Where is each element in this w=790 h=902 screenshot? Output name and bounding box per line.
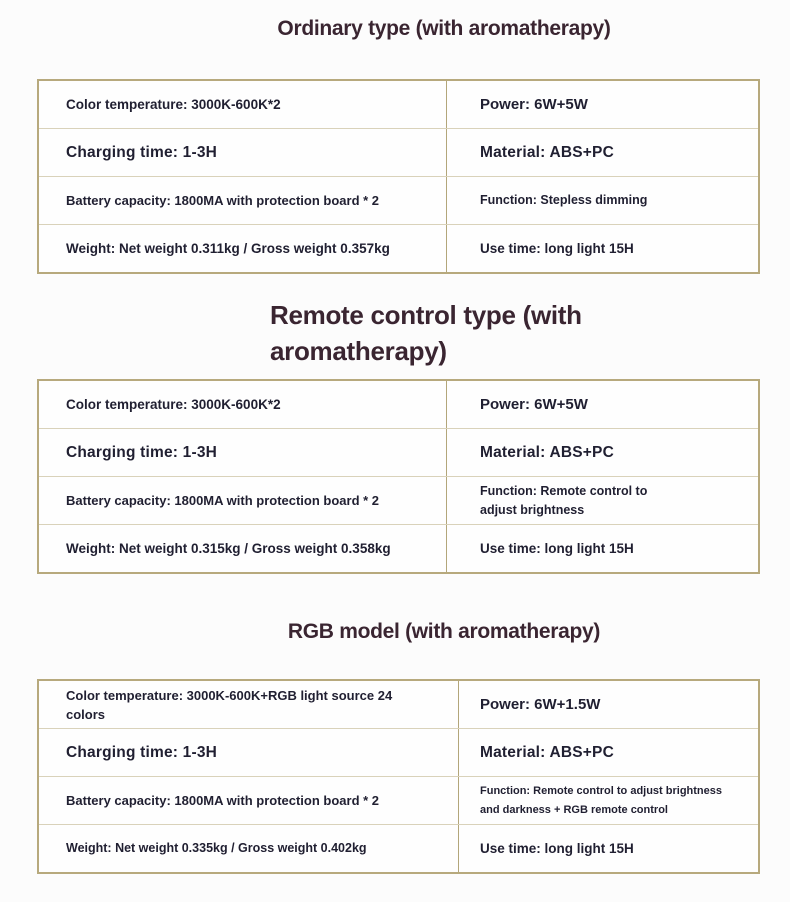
section-title-text: Ordinary type (with aromatherapy) (277, 17, 611, 40)
spec-cell-function (447, 177, 758, 224)
spec-cell-battery-capacity (39, 477, 447, 524)
table-row (39, 728, 758, 776)
spec-text: adjust brightness (480, 502, 585, 517)
spec-cell-material (459, 729, 758, 776)
table-row (39, 776, 758, 824)
section-title-line1: Remote control type (with (270, 300, 582, 330)
spec-cell-charging-time (39, 429, 447, 476)
spec-cell-material (447, 429, 758, 476)
spec-text: Battery capacity: 1800MA with protection board * 2 (66, 793, 380, 808)
table-row (39, 428, 758, 476)
spec-cell-use-time (447, 225, 758, 272)
spec-text: Color temperature: 3000K-600K*2 (66, 397, 281, 412)
section-title-ordinary (0, 15, 790, 43)
spec-cell-power (447, 81, 758, 128)
section-title-text: RGB model (with aromatherapy) (287, 620, 601, 643)
spec-cell-weight (39, 825, 459, 872)
spec-text: Power: 6W+5W (480, 396, 588, 413)
table-row (39, 81, 758, 128)
spec-text: Material: ABS+PC (480, 744, 614, 761)
section-title-rgb-model (0, 618, 790, 646)
spec-text: and darkness + RGB remote control (480, 803, 668, 816)
section-rgb-model (0, 618, 790, 874)
spec-text: Weight: Net weight 0.335kg / Gross weight 0.402kg (66, 841, 367, 855)
spec-table-rgb-model (37, 679, 760, 874)
spec-cell-weight (39, 525, 447, 572)
spec-cell-color-temperature (39, 381, 447, 428)
spec-cell-use-time (447, 525, 758, 572)
spec-text: Material: ABS+PC (480, 144, 614, 161)
spec-text: Weight: Net weight 0.311kg / Gross weight 0.357kg (66, 241, 390, 256)
spec-text: Charging time: 1-3H (66, 144, 218, 161)
spec-text: Function: Remote control to (480, 483, 648, 498)
spec-cell-power (459, 681, 758, 728)
spec-text: Battery capacity: 1800MA with protection board * 2 (66, 193, 380, 208)
spec-text: Power: 6W+1.5W (480, 696, 601, 713)
spec-text: Charging time: 1-3H (66, 744, 218, 761)
spec-cell-function (447, 477, 758, 524)
table-row (39, 824, 758, 872)
section-ordinary-type (0, 15, 790, 274)
spec-cell-material (447, 129, 758, 176)
section-title-remote-control (270, 297, 660, 369)
spec-cell-battery-capacity (39, 177, 447, 224)
spec-text: colors (66, 706, 106, 722)
spec-cell-charging-time (39, 129, 447, 176)
spec-cell-use-time (459, 825, 758, 872)
spec-text: Color temperature: 3000K-600K*2 (66, 97, 281, 112)
table-row (39, 681, 758, 728)
table-row (39, 128, 758, 176)
spec-text: Color temperature: 3000K-600K+RGB light source 24 (66, 687, 393, 703)
spec-text: Charging time: 1-3H (66, 444, 218, 461)
spec-cell-power (447, 381, 758, 428)
spec-text: Material: ABS+PC (480, 444, 614, 461)
spec-text: Battery capacity: 1800MA with protection board * 2 (66, 493, 380, 508)
table-row (39, 224, 758, 272)
spec-text: Function: Stepless dimming (480, 193, 648, 207)
spec-cell-charging-time (39, 729, 459, 776)
spec-text: Weight: Net weight 0.315kg / Gross weight 0.358kg (66, 541, 391, 556)
table-row (39, 524, 758, 572)
table-row (39, 476, 758, 524)
section-remote-control-type (0, 297, 790, 574)
spec-text: Function: Remote control to adjust brightness (480, 784, 722, 797)
spec-text: Use time: long light 15H (480, 841, 634, 856)
spec-cell-function (459, 777, 758, 824)
spec-cell-color-temperature (39, 681, 459, 728)
spec-cell-weight (39, 225, 447, 272)
spec-table-remote-control (37, 379, 760, 574)
table-row (39, 176, 758, 224)
spec-cell-color-temperature (39, 81, 447, 128)
section-title-line2: aromatherapy) (270, 336, 447, 366)
spec-text: Power: 6W+5W (480, 96, 588, 113)
spec-text: Use time: long light 15H (480, 541, 634, 556)
table-row (39, 381, 758, 428)
spec-cell-battery-capacity (39, 777, 459, 824)
spec-table-ordinary (37, 79, 760, 274)
spec-text: Use time: long light 15H (480, 241, 634, 256)
